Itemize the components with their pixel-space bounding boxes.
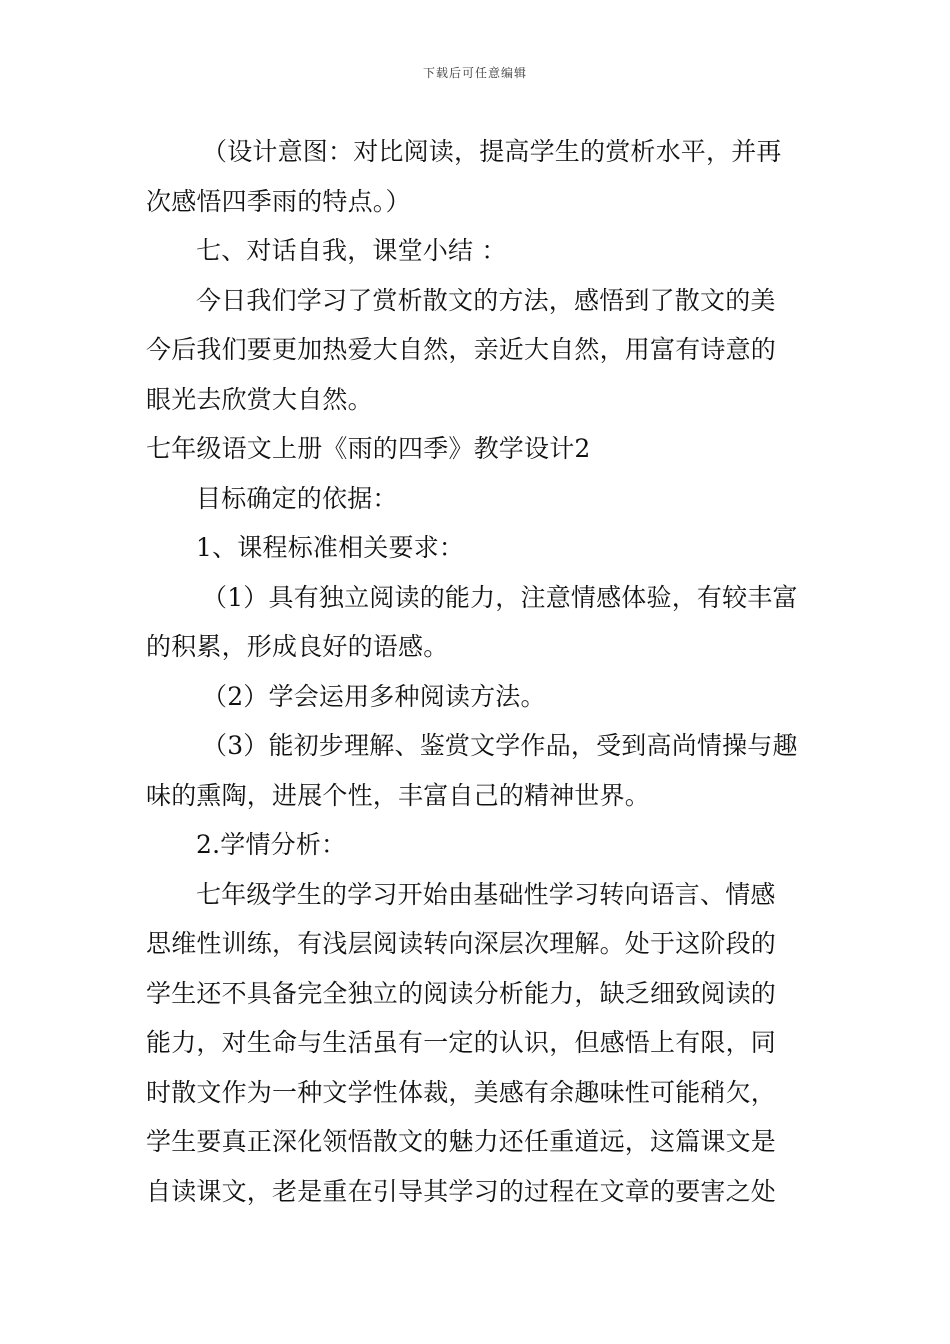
list-item-continuation: 味的熏陶，进展个性，丰富自己的精神世界。 [146,780,651,810]
document-title: 七年级语文上册《雨的四季》教学设计2 [146,434,591,463]
document-body [146,127,808,1216]
list-item: （3）能初步理解、鉴赏文学作品，受到高尚情操与趣 [202,731,798,760]
paragraph-line: 七年级学生的学习开始由基础性学习转向语言、情感 [196,879,776,909]
paragraph-line: 能力，对生命与生活虽有一定的认识，但感悟上有限，同 [146,1028,777,1057]
paragraph-line: 今日我们学习了赏析散文的方法，感悟到了散文的美 [196,285,776,315]
list-item: （2）学会运用多种阅读方法。 [202,681,546,711]
paragraph-line: 自读课文，老是重在引导其学习的过程在文章的要害之处 [146,1176,777,1206]
section-heading: 2.学情分析： [196,830,347,859]
paragraph-line: 今后我们要更加热爱大自然，亲近大自然，用富有诗意的 [146,335,777,364]
section-heading: 目标确定的依据： [196,483,398,513]
paragraph-line: （设计意图：对比阅读，提高学生的赏析水平，并再 [202,137,782,166]
list-item: （1）具有独立阅读的能力，注意情感体验，有较丰富 [202,582,798,612]
paragraph-line: 思维性训练，有浅层阅读转向深层次理解。处于这阶段的 [146,929,777,958]
list-item-continuation: 的积累，形成良好的语感。 [146,632,449,661]
page-header: 下载后可任意编辑 [422,66,527,80]
section-heading: 1、课程标准相关要求： [196,533,465,562]
paragraph-line: 眼光去欣赏大自然。 [146,384,373,414]
paragraph-line: 学生要真正深化领悟散文的魅力还任重道远，这篇课文是 [146,1127,777,1156]
paragraph-line: 学生还不具备完全独立的阅读分析能力，缺乏细致阅读的 [146,978,777,1008]
paragraph-line: 次感悟四季雨的特点。） [146,186,411,216]
section-heading: 七、对话自我，课堂小结 ： [196,236,507,265]
paragraph-line: 时散文作为一种文学性体裁，美感有余趣味性可能稍欠， [146,1077,777,1107]
